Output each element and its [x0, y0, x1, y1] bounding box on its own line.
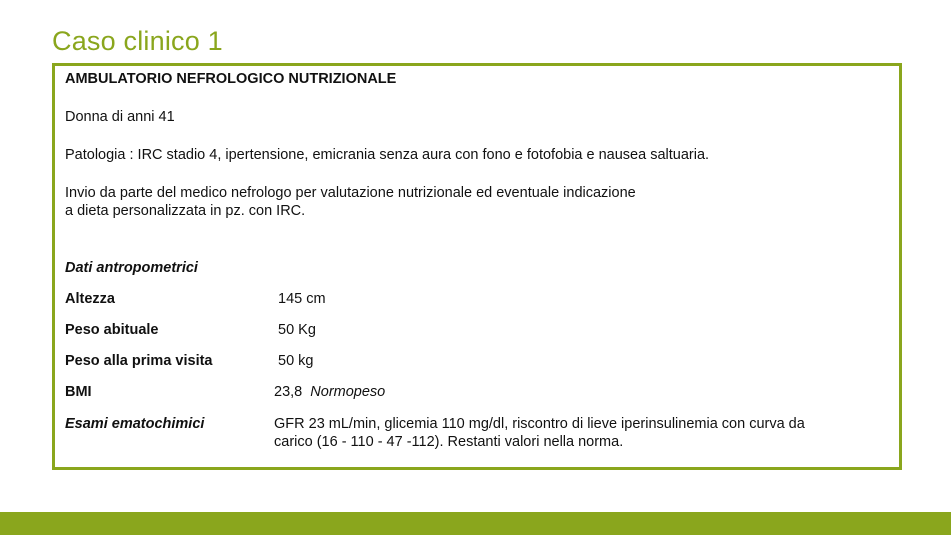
exams-line-1: GFR 23 mL/min, glicemia 110 mg/dl, riscontro di lieve iperinsulinemia con curva da: [274, 416, 805, 432]
slide-title: Caso clinico 1: [52, 26, 223, 56]
referral-line-1: Invio da parte del medico nefrologo per valutazione nutrizionale ed eventuale indicazione: [65, 185, 636, 201]
row-value-altezza: 145 cm: [278, 291, 326, 307]
row-label-peso-prima-visita: Peso alla prima visita: [65, 353, 213, 369]
exams-line-2: carico (16 - 110 - 47 -112). Restanti valori nella norma.: [274, 434, 624, 450]
footer-bar: [0, 512, 951, 535]
row-label-bmi: BMI: [65, 384, 92, 400]
row-label-altezza: Altezza: [65, 291, 115, 307]
exams-label: Esami ematochimici: [65, 416, 205, 432]
bmi-note: Normopeso: [310, 384, 386, 400]
row-value-bmi: [274, 383, 385, 401]
anthropometric-heading: Dati antropometrici: [65, 260, 198, 276]
pathology-text: Patologia : IRC stadio 4, ipertensione, emicrania senza aura con fono e fotofobia e nausea saltuaria.: [65, 147, 710, 163]
row-value-peso-abituale: 50 Kg: [278, 322, 316, 338]
case-heading: AMBULATORIO NEFROLOGICO NUTRIZIONALE: [65, 71, 397, 87]
row-label-peso-abituale: Peso abituale: [65, 322, 159, 338]
referral-line-2: a dieta personalizzata in pz. con IRC.: [65, 203, 306, 219]
patient-info: Donna di anni 41: [65, 109, 175, 125]
bmi-value: 23,8: [274, 384, 303, 400]
row-value-peso-prima-visita: 50 kg: [278, 353, 314, 369]
